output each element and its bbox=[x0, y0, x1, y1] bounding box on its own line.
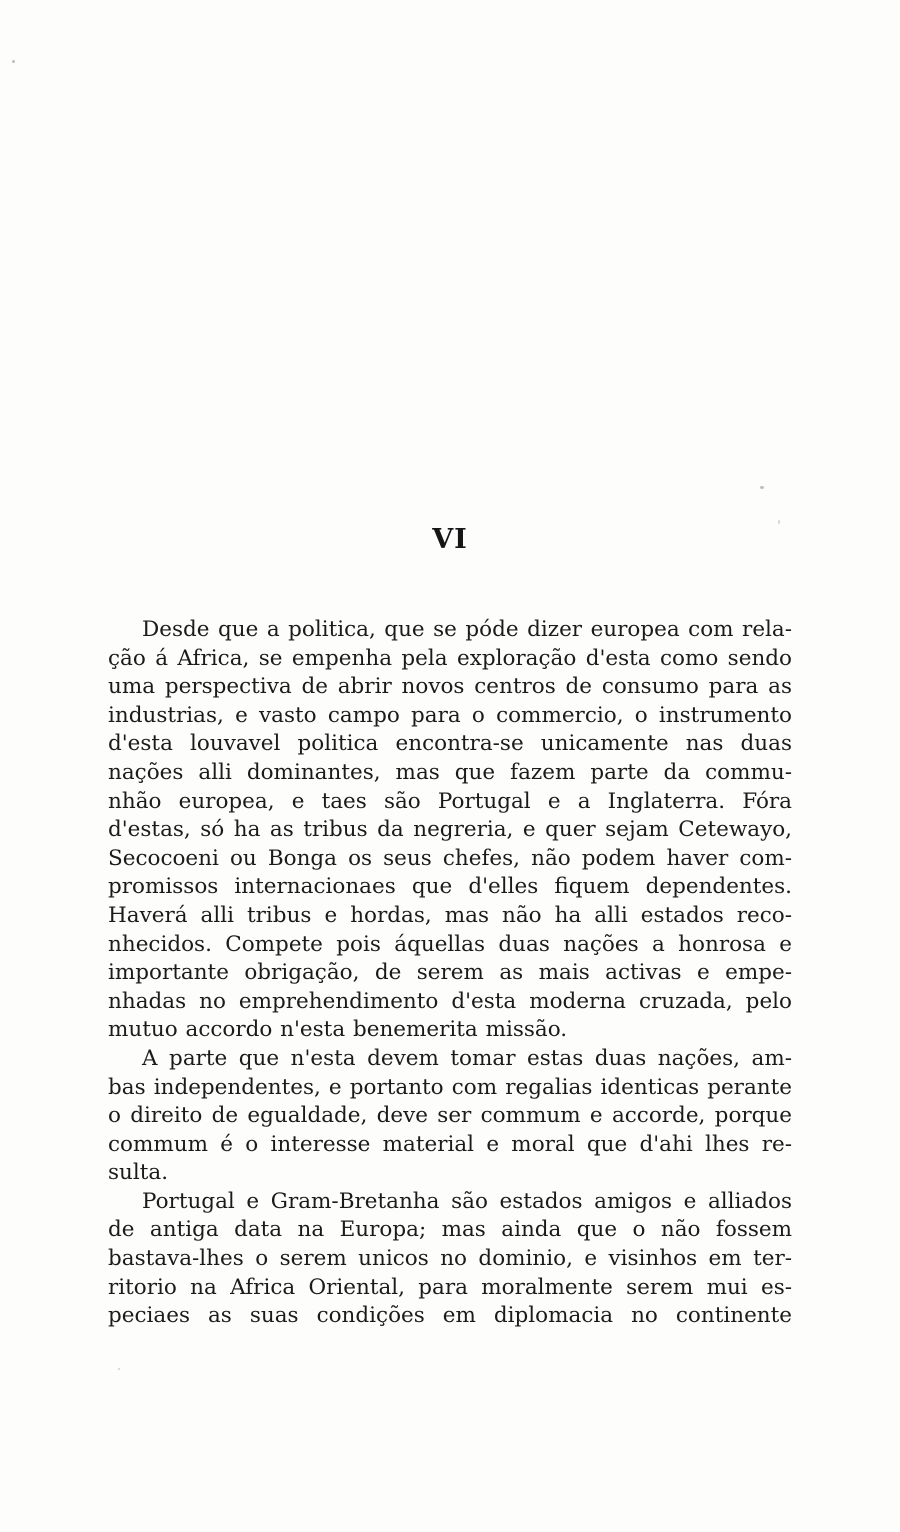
text-line: promissos internacionaes que d'elles fiquem dependentes. bbox=[108, 874, 792, 900]
text-line: d'estas, só ha as tribus da negreria, e quer sejam Cetewayo, bbox=[108, 817, 792, 843]
text-line: ção á Africa, se empenha pela exploração d'esta como sendo bbox=[108, 645, 792, 671]
text-line: de antiga data na Europa; mas ainda que o não fossem bbox=[108, 1217, 792, 1243]
text-line: Portugal e Gram-Bretanha são estados amigos e alliados bbox=[142, 1188, 792, 1214]
text-line: sulta. bbox=[108, 1160, 169, 1186]
paragraph bbox=[108, 1045, 792, 1188]
paragraph bbox=[108, 616, 792, 1045]
text-line: nhecidos. Compete pois áquellas duas nações a honrosa e bbox=[108, 931, 792, 957]
text-block bbox=[108, 616, 792, 1331]
text-line: o direito de egualdade, deve ser commum e accorde, porque bbox=[108, 1103, 792, 1129]
text-line: A parte que n'esta devem tomar estas duas nações, am- bbox=[142, 1045, 792, 1071]
text-line: mutuo accordo n'esta benemerita missão. bbox=[108, 1017, 568, 1043]
text-line: commum é o interesse material e moral que d'ahi lhes re- bbox=[108, 1131, 792, 1157]
text-line: bastava-lhes o serem unicos no dominio, e visinhos em ter- bbox=[108, 1246, 792, 1272]
scan-speck bbox=[12, 60, 15, 63]
text-line: Desde que a politica, que se póde dizer europea com rela- bbox=[142, 617, 792, 642]
paragraph bbox=[108, 1188, 792, 1331]
text-line: nações alli dominantes, mas que fazem parte da commu- bbox=[108, 759, 792, 785]
scan-speck bbox=[118, 1368, 120, 1370]
text-line: uma perspectiva de abrir novos centros de consumo para as bbox=[108, 674, 792, 700]
scan-speck bbox=[760, 486, 764, 489]
text-line: peciaes as suas condições em diplomacia no continente bbox=[108, 1303, 792, 1329]
text-line: Haverá alli tribus e hordas, mas não ha alli estados reco- bbox=[108, 902, 792, 928]
text-line: Secocoeni ou Bonga os seus chefes, não podem haver com- bbox=[108, 845, 792, 871]
text-line: ritorio na Africa Oriental, para moralmente serem mui es- bbox=[108, 1274, 792, 1300]
text-line: nhão europea, e taes são Portugal e a Inglaterra. Fóra bbox=[108, 788, 792, 814]
text-line: importante obrigação, de serem as mais activas e empe- bbox=[108, 960, 792, 986]
text-line: industrias, e vasto campo para o commercio, o instrumento bbox=[108, 702, 792, 728]
text-line: nhadas no emprehendimento d'esta moderna cruzada, pelo bbox=[108, 988, 792, 1014]
text-line: d'esta louvavel politica encontra-se unicamente nas duas bbox=[108, 731, 792, 757]
text-line: bas independentes, e portanto com regalias identicas perante bbox=[108, 1074, 792, 1100]
chapter-heading: VI bbox=[432, 524, 468, 555]
